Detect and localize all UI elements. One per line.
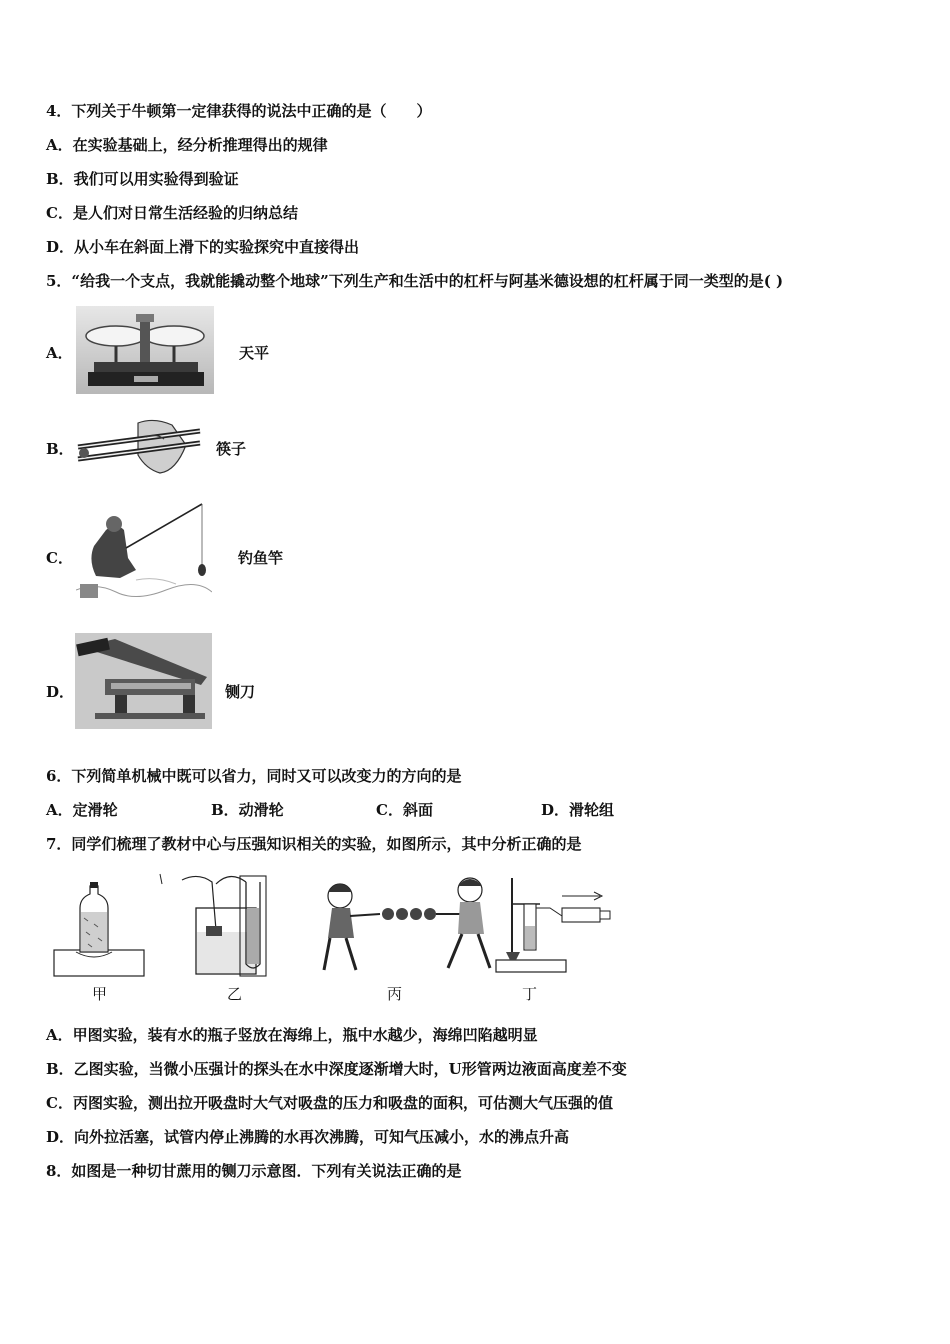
- pressure-gauge-drawing: [160, 874, 266, 976]
- q5-option-d-label: D．: [46, 683, 75, 701]
- q5-option-b-caption: 筷子: [216, 440, 247, 458]
- q4-option-d: D．从小车在斜面上滑下的实验探究中直接得出: [46, 238, 360, 256]
- chopsticks-image: [76, 415, 202, 475]
- q4-option-c: C．是人们对日常生活经验的归纳总结: [46, 204, 298, 222]
- q7-option-b: B．乙图实验，当微小压强计的探头在水中深度逐渐增大时，U形管两边液面高度差不变: [46, 1060, 627, 1078]
- q8-stem: 8．如图是一种切甘蔗用的铡刀示意图．下列有关说法正确的是: [46, 1162, 462, 1180]
- kids-pulling-suction-cups-drawing: [324, 878, 490, 970]
- pressure-experiments-figure: [50, 868, 620, 986]
- q6-option-a: A．定滑轮: [46, 801, 118, 819]
- q4-stem: 4．下列关于牛顿第一定律获得的说法中正确的是（ ）: [46, 102, 432, 120]
- q6-option-c: C．斜面: [376, 801, 433, 819]
- figure-label-jia: 甲: [92, 985, 108, 1003]
- q7-stem: 7．同学们梳理了教材中心与压强知识相关的实验，如图所示，其中分析正确的是: [46, 835, 582, 853]
- q6-stem: 6．下列简单机械中既可以省力，同时又可以改变力的方向的是: [46, 767, 462, 785]
- q7-option-a: A．甲图实验，装有水的瓶子竖放在海绵上，瓶中水越少，海绵凹陷越明显: [46, 1026, 538, 1044]
- q5-option-c-label: C．: [46, 549, 73, 567]
- figure-label-bing: 丙: [387, 985, 403, 1003]
- guillotine-cutter-image: [75, 633, 212, 729]
- q5-option-b-label: B．: [46, 440, 74, 458]
- fishing-rod-image: [76, 500, 212, 602]
- q4-option-a: A．在实验基础上，经分析推理得出的规律: [46, 136, 328, 154]
- boiling-test-tube-syringe-drawing: [496, 878, 610, 972]
- q5-option-d-caption: 铡刀: [225, 683, 256, 701]
- q6-options-row: [46, 800, 646, 820]
- q4-option-b: B．我们可以用实验得到验证: [46, 170, 239, 188]
- q5-option-a-label: A．: [46, 344, 73, 362]
- q6-option-b: B．动滑轮: [211, 801, 284, 819]
- balance-scale-image: [76, 306, 214, 394]
- figure-label-yi: 乙: [227, 985, 243, 1003]
- bottle-on-sponge-drawing: [54, 882, 144, 976]
- q7-option-d: D．向外拉活塞，试管内停止沸腾的水再次沸腾，可知气压减小，水的沸点升高: [46, 1128, 570, 1146]
- q5-stem: 5．“给我一个支点，我就能撬动整个地球”下列生产和生活中的杠杆与阿基米德设想的杠杆属于同一类型的是( ): [46, 272, 784, 290]
- q6-option-d: D．滑轮组: [541, 801, 615, 819]
- q7-option-c: C．丙图实验，测出拉开吸盘时大气对吸盘的压力和吸盘的面积，可估测大气压强的值: [46, 1094, 613, 1112]
- figure-label-ding: 丁: [522, 985, 538, 1003]
- q5-option-a-caption: 天平: [239, 344, 270, 362]
- q5-option-c-caption: 钓鱼竿: [238, 549, 284, 567]
